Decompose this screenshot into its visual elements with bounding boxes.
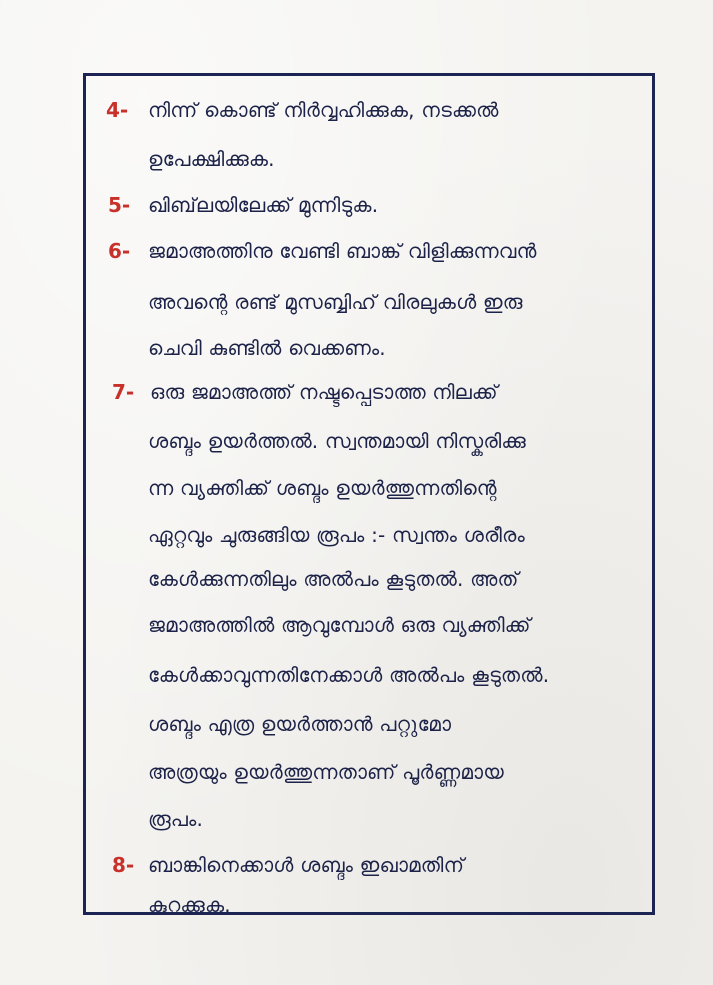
item-7-line-8: ശബ്ദം എത്ര ഉയർത്താൻ പറ്റുമോ (148, 712, 452, 736)
item-7-line-1: ഒരു ജമാഅത്ത് നഷ്ടപ്പെടാത്ത നിലക്ക് (150, 380, 498, 404)
item-4-line-1: നിന്ന് കൊണ്ട് നിർവ്വഹിക്കുക, നടക്കൽ (148, 98, 499, 122)
item-number-8: 8- (112, 853, 135, 877)
item-7-line-10: രൂപം. (148, 807, 204, 831)
item-number-6: 6- (108, 239, 131, 263)
item-number-4: 4- (106, 98, 129, 122)
item-number-7: 7- (112, 380, 135, 404)
item-6-line-2: അവന്റെ രണ്ട് മുസബ്ബിഹ് വിരലുകൾ ഇരു (148, 290, 523, 314)
item-8-line-1: ബാങ്കിനെക്കാൾ ശബ്ദം ഇഖാമതിന് (148, 853, 465, 877)
item-number-5: 5- (108, 193, 131, 217)
item-4-line-2: ഉപേക്ഷിക്കുക. (148, 147, 275, 171)
item-6-line-1: ജമാഅത്തിനു വേണ്ടി ബാങ്ക് വിളിക്കുന്നവൻ (148, 239, 537, 263)
item-5-line-1: ഖിബ്‌ലയിലേക്ക് മുന്നിടുക. (148, 193, 379, 217)
item-8-line-2: കുറക്കുക. (148, 893, 231, 917)
item-7-line-4: ഏറ്റവും ചുരുങ്ങിയ രൂപം :- സ്വന്തം ശരീരം (148, 523, 525, 547)
item-7-line-3: ന്ന വ്യക്തിക്ക് ശബ്ദം ഉയർത്തുന്നതിന്റെ (148, 476, 497, 500)
item-7-line-9: അത്രയും ഉയർത്തുന്നതാണ് പൂർണ്ണമായ (148, 760, 504, 784)
item-7-line-6: ജമാഅത്തിൽ ആവുമ്പോൾ ഒരു വ്യക്തിക്ക് (148, 613, 531, 637)
item-7-line-5: കേൾക്കുന്നതിലും അൽപം കൂടുതൽ. അത് (148, 567, 519, 591)
item-7-line-2: ശബ്ദം ഉയർത്തൽ. സ്വന്തമായി നിസ്കരിക്കു (148, 429, 526, 453)
item-6-line-3: ചെവി കുണ്ടിൽ വെക്കണം. (148, 336, 386, 360)
item-7-line-7: കേൾക്കാവുന്നതിനേക്കാൾ അൽപം കൂടുതൽ. (148, 663, 550, 687)
